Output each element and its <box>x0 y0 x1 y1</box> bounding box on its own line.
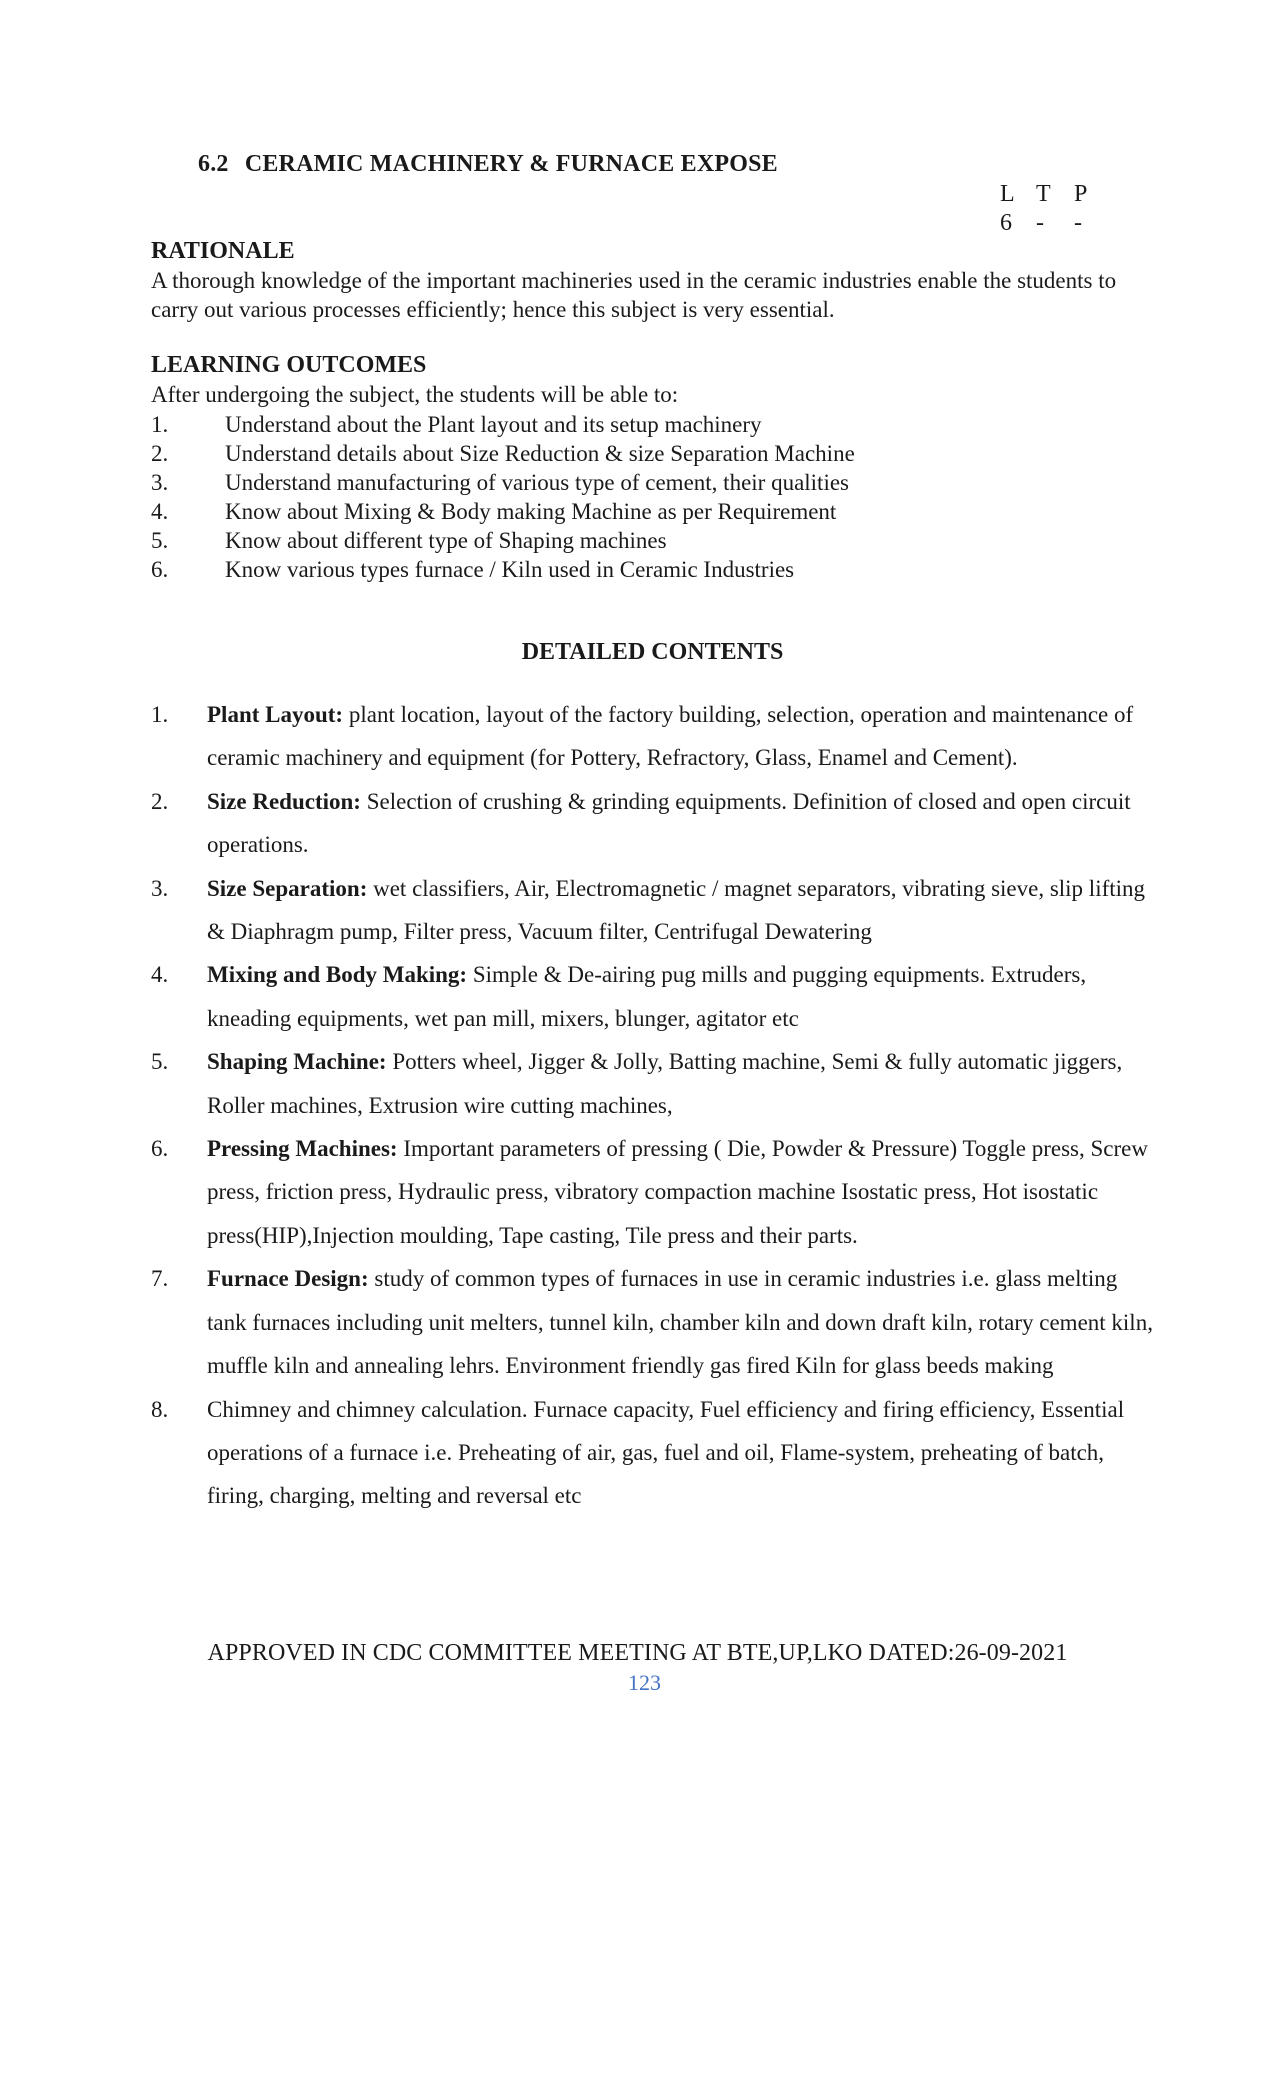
outcome-item <box>151 468 855 497</box>
outcome-number: 6. <box>151 557 169 582</box>
outcome-number: 5. <box>151 528 169 553</box>
content-topic-title: Pressing Machines: <box>207 1136 398 1162</box>
content-number: 7. <box>151 1266 169 1292</box>
content-body <box>207 867 1161 954</box>
outcome-text: Know about Mixing & Body making Machine as per Requirement <box>225 499 837 524</box>
ltp-block <box>1000 180 1104 238</box>
ltp-value-l: 6 <box>1000 210 1012 236</box>
content-topic-text: Important parameters of pressing ( Die, Powder & Pressure) Toggle press, Screw press, friction press, Hydraulic press, vibratory compaction machine Isostatic press, Hot isostatic press(HIP),Injection moulding, Tape casting, Tile press and their parts. <box>207 1136 1148 1248</box>
content-body <box>207 780 1161 867</box>
content-item <box>151 1388 1161 1518</box>
outcome-item <box>151 526 855 555</box>
outcome-text: Understand manufacturing of various type of cement, their qualities <box>225 470 849 495</box>
content-topic-title: Shaping Machine: <box>207 1049 387 1075</box>
content-topic-title: Size Reduction: <box>207 788 361 814</box>
page-number: 123 <box>628 1670 661 1695</box>
outcome-number: 2. <box>151 441 169 466</box>
content-topic-text: wet classifiers, Air, Electromagnetic / magnet separators, vibrating sieve, slip lifting & Diaphragm pump, Filter press, Vacuum filter, Centrifugal Dewatering <box>207 875 1146 945</box>
content-topic-text: Simple & De-airing pug mills and pugging equipments. Extruders, kneading equipments, wet pan mill, mixers, blunger, agitator etc <box>207 962 1087 1031</box>
content-item <box>151 693 1161 780</box>
content-item <box>151 953 1161 1040</box>
content-topic-text: Potters wheel, Jigger & Jolly, Batting machine, Semi & fully automatic jiggers, Roller machines, Extrusion wire cutting machines, <box>207 1049 1123 1118</box>
content-item <box>151 1127 1161 1257</box>
section-title <box>198 151 778 178</box>
content-topic-text: plant location, layout of the factory building, selection, operation and maintenance of ceramic machinery and equipment (for Pottery, Refractory, Glass, Enamel and Cement). <box>207 702 1134 771</box>
section-number: 6.2 <box>198 151 229 177</box>
outcome-text: Understand details about Size Reduction & size Separation Machine <box>225 441 855 466</box>
content-body <box>207 693 1161 780</box>
content-item <box>151 867 1161 954</box>
content-number: 5. <box>151 1049 169 1075</box>
outcome-text: Know about different type of Shaping machines <box>225 528 667 553</box>
content-number: 2. <box>151 788 169 814</box>
content-number: 1. <box>151 702 169 727</box>
ltp-labels-row <box>1000 180 1104 209</box>
rationale-heading: RATIONALE <box>151 238 295 264</box>
ltp-value-t: - <box>1036 210 1044 236</box>
content-number: 6. <box>151 1136 169 1162</box>
ltp-label-t: T <box>1036 181 1051 207</box>
outcome-text: Understand about the Plant layout and its setup machinery <box>225 412 762 437</box>
approval-footer: APPROVED IN CDC COMMITTEE MEETING AT BTE,UP,LKO DATED:26-09-2021 <box>207 1640 1068 1666</box>
section-heading: CERAMIC MACHINERY & FURNACE EXPOSE <box>244 151 778 177</box>
content-body <box>207 1257 1161 1387</box>
content-body <box>207 1388 1161 1518</box>
content-topic-title: Mixing and Body Making: <box>207 962 468 988</box>
content-number: 3. <box>151 875 169 901</box>
content-topic-text: study of common types of furnaces in use in ceramic industries i.e. glass melting tank furnaces including unit melters, tunnel kiln, chamber kiln and down draft kiln, rotary cement kiln, muffle kiln and annealing lehrs. Environment friendly gas fired Kiln for glass beeds making <box>207 1266 1153 1379</box>
outcome-text: Know various types furnace / Kiln used in Ceramic Industries <box>225 557 795 582</box>
detailed-contents-heading: DETAILED CONTENTS <box>521 639 784 665</box>
learning-outcomes-list <box>151 410 855 584</box>
content-topic-title: Furnace Design: <box>207 1266 369 1292</box>
detailed-contents-list <box>151 693 1161 1518</box>
content-item <box>151 780 1161 867</box>
outcome-item <box>151 555 855 584</box>
ltp-value-p: - <box>1074 210 1082 236</box>
learning-outcomes-intro: After undergoing the subject, the students will be able to: <box>151 382 679 407</box>
content-number: 8. <box>151 1396 169 1422</box>
content-item <box>151 1257 1161 1387</box>
outcome-number: 4. <box>151 499 169 524</box>
outcome-item <box>151 410 855 439</box>
outcome-number: 1. <box>151 412 169 437</box>
learning-outcomes-heading: LEARNING OUTCOMES <box>151 352 427 378</box>
content-number: 4. <box>151 962 169 988</box>
content-item <box>151 1040 1161 1127</box>
content-topic-title: Size Separation: <box>207 875 368 901</box>
ltp-values-row <box>1000 209 1104 238</box>
rationale-text: A thorough knowledge of the important machineries used in the ceramic industries enable the students to carry out various processes efficiently; hence this subject is very essential. <box>151 268 1117 322</box>
content-body <box>207 953 1161 1040</box>
outcome-number: 3. <box>151 470 169 495</box>
ltp-label-p: P <box>1074 181 1088 207</box>
outcome-item <box>151 439 855 468</box>
content-topic-text: Selection of crushing & grinding equipments. Definition of closed and open circuit operations. <box>207 788 1131 858</box>
content-topic-title: Plant Layout: <box>207 702 344 727</box>
content-body <box>207 1040 1161 1127</box>
ltp-label-l: L <box>1000 181 1015 207</box>
content-topic-text: Chimney and chimney calculation. Furnace capacity, Fuel efficiency and firing efficiency, Essential operations of a furnace i.e. Preheating of air, gas, fuel and oil, Flame-system, preheating of batch, firing, charging, melting and reversal etc <box>207 1396 1125 1509</box>
content-body <box>207 1127 1161 1257</box>
outcome-item <box>151 497 855 526</box>
